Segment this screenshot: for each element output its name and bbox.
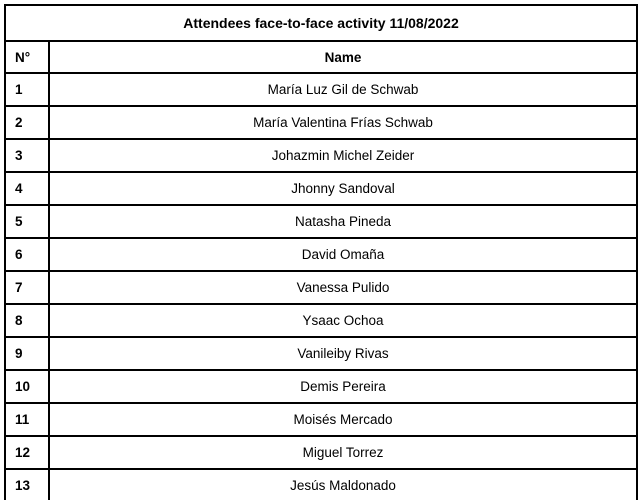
table-row [5,205,637,238]
table-row [5,271,637,304]
row-name-cell: Ysaac Ochoa [49,304,637,337]
row-name-cell: Vanessa Pulido [49,271,637,304]
table-body [5,73,637,500]
column-header-name: Name [49,41,637,73]
table-title: Attendees face-to-face activity 11/08/2022 [5,5,637,41]
table-row [5,172,637,205]
table-row [5,469,637,500]
row-number-cell: 3 [5,139,49,172]
row-number-cell: 10 [5,370,49,403]
row-name-cell: María Luz Gil de Schwab [49,73,637,106]
table-row [5,73,637,106]
row-number-cell: 2 [5,106,49,139]
attendees-table [4,4,638,500]
row-number-cell: 12 [5,436,49,469]
table-row [5,238,637,271]
row-number-cell: 11 [5,403,49,436]
row-name-cell: Jhonny Sandoval [49,172,637,205]
row-name-cell: Natasha Pineda [49,205,637,238]
header-row [5,41,637,73]
row-name-cell: Johazmin Michel Zeider [49,139,637,172]
row-number-cell: 8 [5,304,49,337]
row-number-cell: 5 [5,205,49,238]
row-name-cell: Miguel Torrez [49,436,637,469]
table-row [5,304,637,337]
row-number-cell: 1 [5,73,49,106]
row-number-cell: 9 [5,337,49,370]
row-number-cell: 7 [5,271,49,304]
table-row [5,436,637,469]
row-name-cell: David Omaña [49,238,637,271]
row-name-cell: Moisés Mercado [49,403,637,436]
row-number-cell: 6 [5,238,49,271]
table-row [5,106,637,139]
row-name-cell: Demis Pereira [49,370,637,403]
row-name-cell: Jesús Maldonado [49,469,637,500]
title-row [5,5,637,41]
table-row [5,337,637,370]
table-row [5,370,637,403]
row-number-cell: 4 [5,172,49,205]
row-number-cell: 13 [5,469,49,500]
table-row [5,403,637,436]
column-header-number: N° [5,41,49,73]
row-name-cell: María Valentina Frías Schwab [49,106,637,139]
table-row [5,139,637,172]
row-name-cell: Vanileiby Rivas [49,337,637,370]
